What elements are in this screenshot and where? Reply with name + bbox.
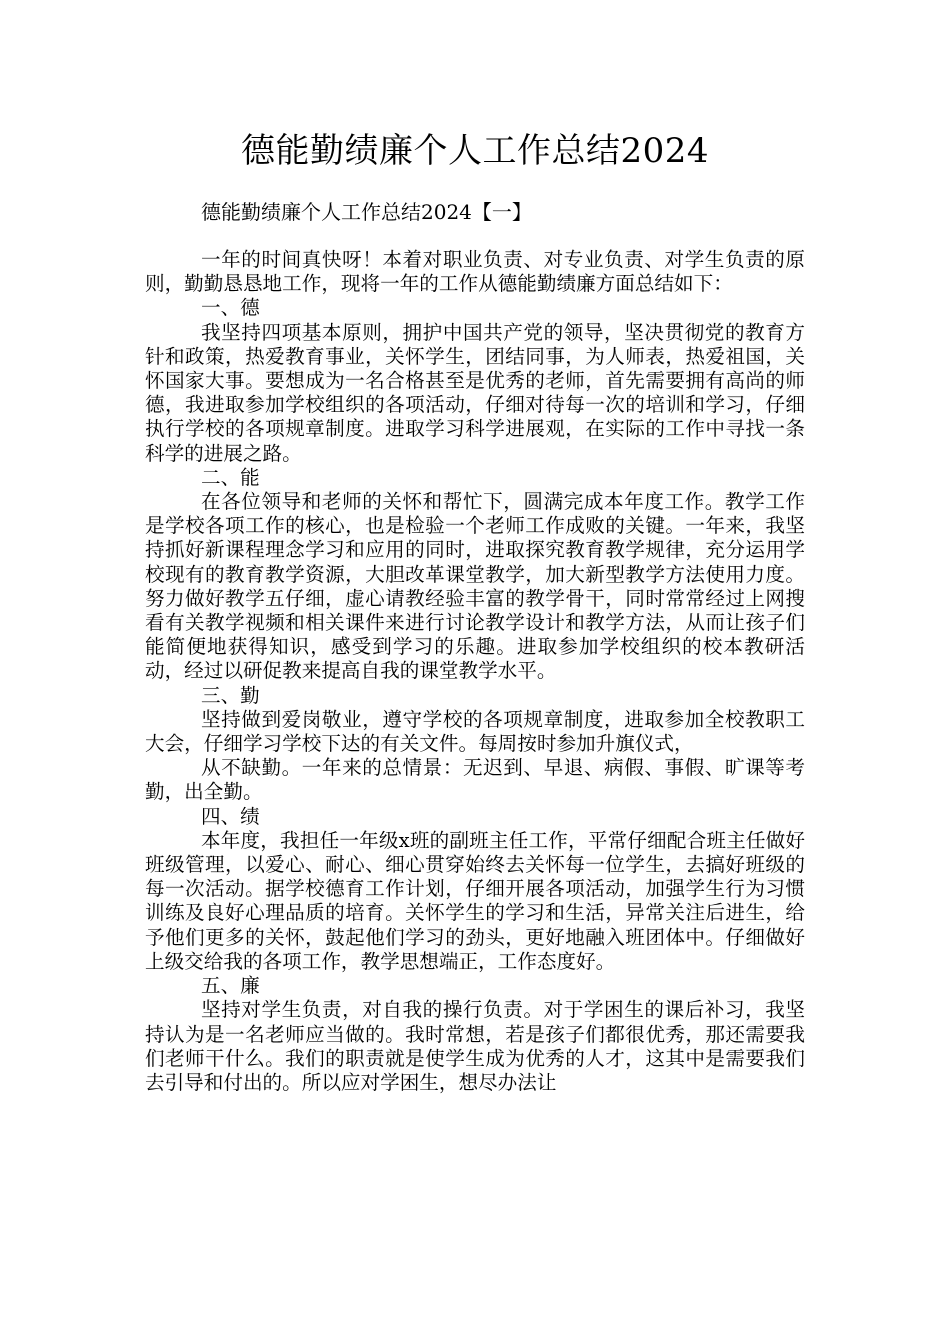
- document-title: 德能勤绩廉个人工作总结2024: [240, 131, 710, 171]
- section-heading-de: 一、德: [201, 296, 260, 320]
- section-paragraph-qin-1: 坚持做到爱岗敬业，遵守学校的各项规章制度，进取参加全校教职工大会，仔细学习学校下达的有关文件。每周按时参加升旗仪式，: [145, 707, 805, 756]
- section-paragraph-ji: 本年度，我担任一年级x班的副班主任工作，平常仔细配合班主任做好班级管理，以爱心、耐心、细心贯穿始终去关怀每一位学生，去搞好班级的每一次活动。据学校德育工作计划，仔细开展各项活动，加强学生行为习惯训练及良好心理品质的培育。关怀学生的学习和生活，异常关注后进生，给予他们更多的关怀，鼓起他们学习的劲头，更好地融入班团体中。仔细做好上级交给我的各项工作，教学思想端正，工作态度好。: [145, 828, 805, 973]
- section-heading-lian: 五、廉: [201, 974, 260, 998]
- section-heading-ji: 四、绩: [201, 804, 260, 828]
- document-body: [145, 248, 805, 1095]
- section-heading-qin: 三、勤: [201, 683, 260, 707]
- section-heading-neng: 二、能: [201, 465, 260, 489]
- section-paragraph-neng: 在各位领导和老师的关怀和帮忙下，圆满完成本年度工作。教学工作是学校各项工作的核心，也是检验一个老师工作成败的关键。一年来，我坚持抓好新课程理念学习和应用的同时，进取探究教育教学规律，充分运用学校现有的教育教学资源，大胆改革课堂教学，加大新型教学方法使用力度。努力做好教学五仔细，虚心请教经验丰富的教学骨干，同时常常经过上网搜看有关教学视频和相关课件来进行讨论教学设计和教学方法，从而让孩子们能简便地获得知识，感受到学习的乐趣。进取参加学校组织的校本教研活动，经过以研促教来提高自我的课堂教学水平。: [145, 490, 805, 683]
- section-paragraph-de: 我坚持四项基本原则，拥护中国共产党的领导，坚决贯彻党的教育方针和政策，热爱教育事业，关怀学生，团结同事，为人师表，热爱祖国，关怀国家大事。要想成为一名合格甚至是优秀的老师，首先需要拥有高尚的师德，我进取参加学校组织的各项活动，仔细对待每一次的培训和学习，仔细执行学校的各项规章制度。进取学习科学进展观，在实际的工作中寻找一条科学的进展之路。: [145, 320, 805, 465]
- document-page: [145, 130, 805, 1095]
- document-subtitle: 德能勤绩廉个人工作总结2024【一】: [201, 200, 532, 224]
- section-paragraph-qin-2: 从不缺勤。一年来的总情景：无迟到、早退、病假、事假、旷课等考勤，出全勤。: [145, 756, 805, 804]
- intro-paragraph: 一年的时间真快呀！本着对职业负责、对专业负责、对学生负责的原则，勤勤恳恳地工作，现将一年的工作从德能勤绩廉方面总结如下：: [145, 248, 805, 296]
- section-paragraph-lian: 坚持对学生负责，对自我的操行负责。对于学困生的课后补习，我坚持认为是一名老师应当做的。我时常想，若是孩子们都很优秀，那还需要我们老师干什么。我们的职责就是使学生成为优秀的人才，这其中是需要我们去引导和付出的。所以应对学困生，想尽办法让: [145, 998, 805, 1094]
